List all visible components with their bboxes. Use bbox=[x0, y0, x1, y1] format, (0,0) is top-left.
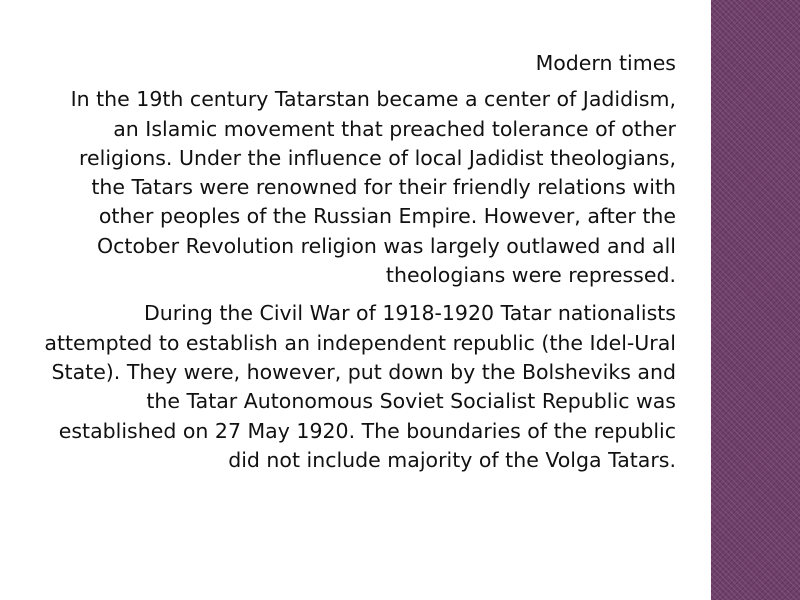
decorative-side-band bbox=[711, 0, 800, 600]
slide-heading: Modern times bbox=[535, 51, 676, 75]
slide-body bbox=[44, 49, 676, 475]
paragraph-civil-war: During the Civil War of 1918-1920 Tatar nationalists attempted to establish an independent republic (the Idel-Ural State). They were, however, put down by the Bolsheviks and the Tatar Autonomous Soviet Socialist Republic was established on 27 May 1920. The boundaries of the republic did not include majority of the Volga Tatars. bbox=[44, 301, 676, 472]
paragraph-19th-century: In the 19th century Tatarstan became a center of Jadidism, an Islamic movement that preached tolerance of other religions. Under the influence of local Jadidist theologians, the Tatars were renowned for their friendly relations with other peoples of the Russian Empire. However, after the October Revolution religion was largely outlawed and all theologians were repressed. bbox=[70, 87, 676, 288]
